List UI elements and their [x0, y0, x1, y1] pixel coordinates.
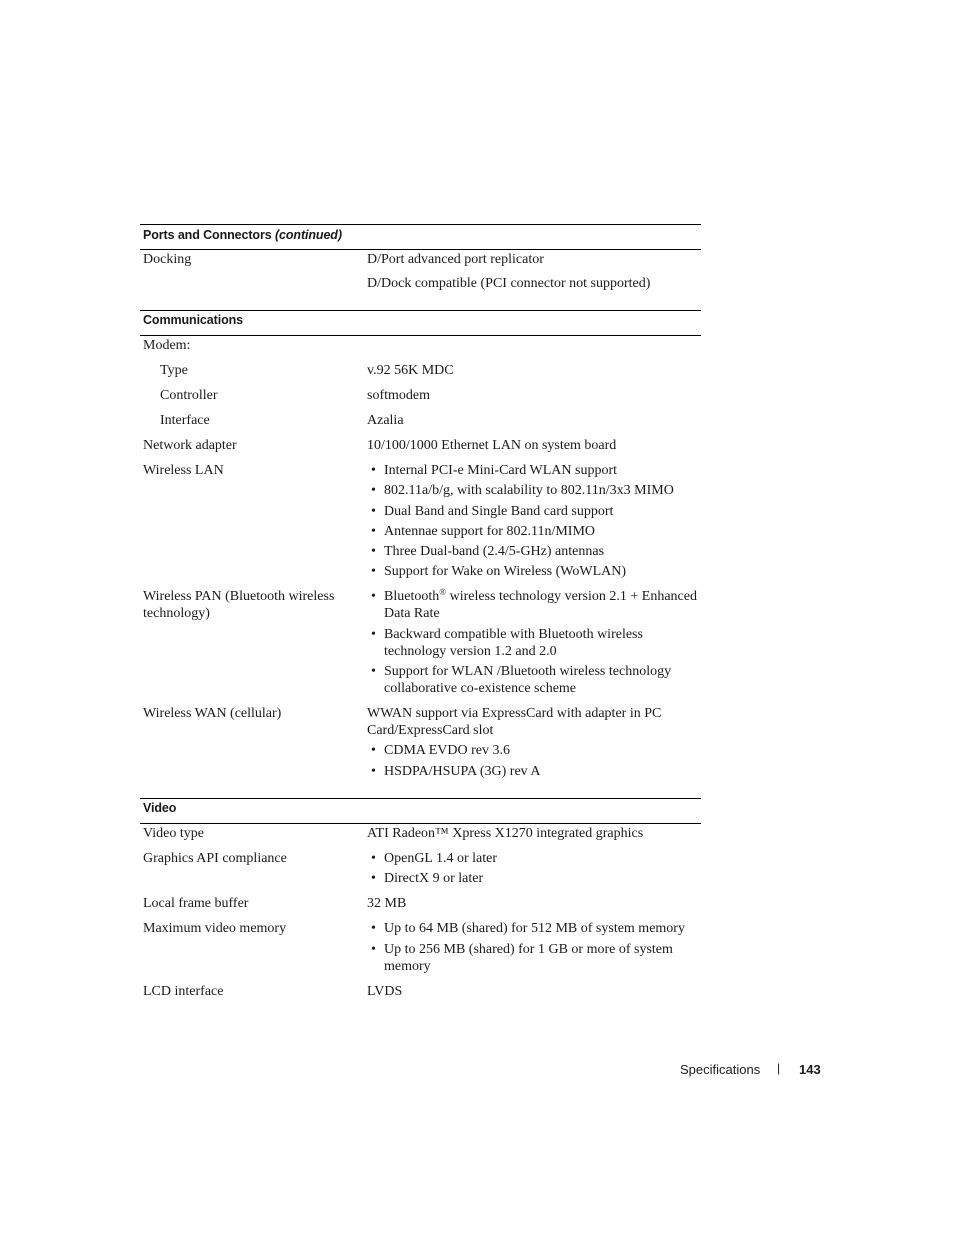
graphics-api-item: • DirectX 9 or later: [371, 871, 484, 886]
footer-separator: |: [777, 1061, 781, 1075]
max-video-memory-item: • Up to 256 MB (shared) for 1 GB or more of system memory: [371, 942, 673, 974]
network-adapter-label: Network adapter: [143, 438, 237, 453]
wireless-pan-item: • Support for WLAN /Bluetooth wireless technology collaborative co-existence scheme: [371, 664, 672, 696]
wireless-wan-value: WWAN support via ExpressCard with adapter in PC Card/ExpressCard slot: [367, 706, 662, 738]
wireless-lan-item: • Internal PCI-e Mini-Card WLAN support: [371, 463, 618, 478]
video-type-label: Video type: [143, 826, 204, 841]
section-top-rule: [140, 798, 701, 799]
section-heading-communications: Communications: [143, 313, 243, 327]
modem-interface-label: Interface: [160, 413, 210, 428]
wireless-lan-label: Wireless LAN: [143, 463, 224, 478]
bullet-icon: •: [371, 544, 376, 559]
lcd-interface-value: LVDS: [367, 984, 403, 999]
modem-interface-value: Azalia: [367, 413, 404, 428]
wireless-wan-label: Wireless WAN (cellular): [143, 706, 282, 721]
section-heading-video: Video: [143, 801, 177, 815]
max-video-memory-item: • Up to 64 MB (shared) for 512 MB of system memory: [371, 921, 685, 936]
bullet-icon: •: [371, 524, 376, 539]
bullet-icon: •: [371, 589, 376, 604]
bullet-icon: •: [371, 627, 376, 642]
wireless-pan-item: • Bluetooth® wireless technology version 2.1 + Enhanced Data Rate: [371, 587, 697, 621]
footer-section-name: Specifications: [680, 1062, 761, 1077]
modem-controller-value: softmodem: [367, 388, 430, 403]
wireless-wan-item: • HSDPA/HSUPA (3G) rev A: [371, 764, 541, 779]
docking-value-2: D/Dock compatible (PCI connector not supported): [367, 276, 651, 291]
docking-label: Docking: [143, 252, 192, 267]
wireless-lan-item: • Antennae support for 802.11n/MIMO: [371, 524, 596, 539]
wireless-lan-item: • Three Dual-band (2.4/5-GHz) antennas: [371, 544, 605, 559]
bullet-icon: •: [371, 942, 376, 957]
wireless-lan-item: • Dual Band and Single Band card support: [371, 504, 614, 519]
wireless-pan-item: • Backward compatible with Bluetooth wireless technology version 1.2 and 2.0: [371, 627, 643, 659]
bullet-icon: •: [371, 764, 376, 779]
wireless-lan-item: • Support for Wake on Wireless (WoWLAN): [371, 564, 626, 579]
bullet-icon: •: [371, 483, 376, 498]
docking-value-1: D/Port advanced port replicator: [367, 252, 544, 267]
local-frame-buffer-label: Local frame buffer: [143, 896, 249, 911]
bullet-icon: •: [371, 564, 376, 579]
bullet-icon: •: [371, 921, 376, 936]
video-type-value: ATI Radeon™ Xpress X1270 integrated graphics: [367, 826, 644, 841]
wireless-lan-item: • 802.11a/b/g, with scalability to 802.11n/3x3 MIMO: [371, 483, 674, 498]
bullet-icon: •: [371, 851, 376, 866]
section-heading-rule: [140, 823, 701, 824]
modem-type-label: Type: [160, 363, 188, 378]
bullet-icon: •: [371, 463, 376, 478]
modem-label: Modem:: [143, 338, 191, 353]
graphics-api-label: Graphics API compliance: [143, 851, 287, 866]
modem-controller-label: Controller: [160, 388, 218, 403]
page-number: 143: [799, 1062, 821, 1077]
section-heading-rule: [140, 249, 701, 250]
max-video-memory-label: Maximum video memory: [143, 921, 287, 936]
bullet-icon: •: [371, 743, 376, 758]
section-heading-rule: [140, 335, 701, 336]
wireless-wan-item: • CDMA EVDO rev 3.6: [371, 743, 510, 758]
bullet-icon: •: [371, 871, 376, 886]
section-top-rule: [140, 224, 701, 225]
network-adapter-value: 10/100/1000 Ethernet LAN on system board: [367, 438, 617, 453]
section-top-rule: [140, 310, 701, 311]
local-frame-buffer-value: 32 MB: [367, 896, 407, 911]
graphics-api-item: • OpenGL 1.4 or later: [371, 851, 497, 866]
modem-type-value: v.92 56K MDC: [367, 363, 454, 378]
lcd-interface-label: LCD interface: [143, 984, 224, 999]
bullet-icon: •: [371, 664, 376, 679]
wireless-pan-label: Wireless PAN (Bluetooth wireless technology): [143, 589, 335, 621]
section-heading-ports: Ports and Connectors (continued): [143, 228, 342, 242]
bullet-icon: •: [371, 504, 376, 519]
